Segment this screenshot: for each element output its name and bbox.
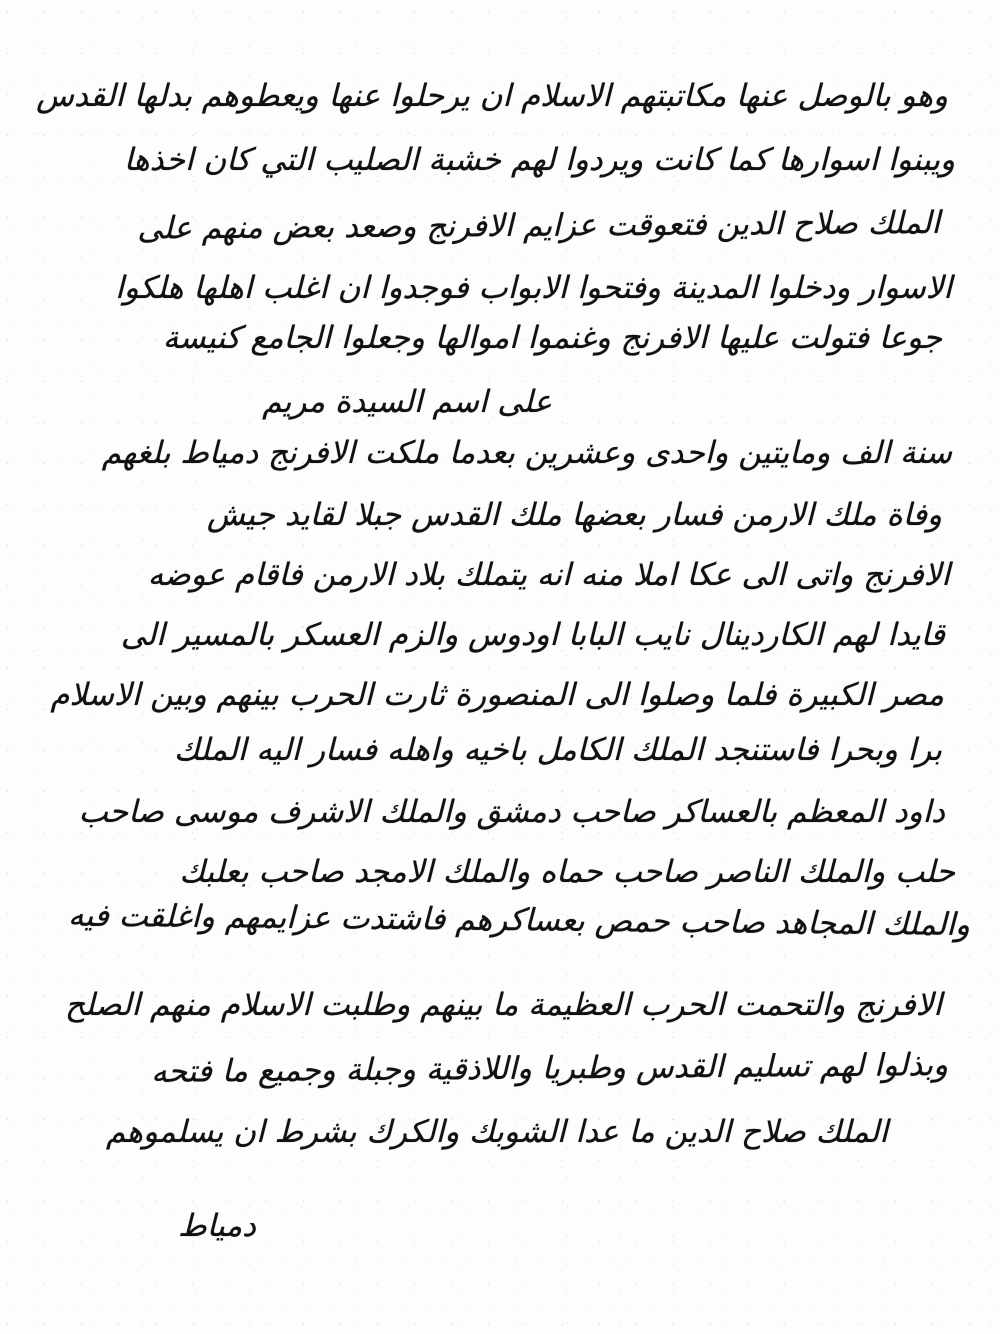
manuscript-line-15: والملك المجاهد صاحب حمص بعساكرهم فاشتدت عزايمهم واغلقت فيه [67, 897, 971, 943]
manuscript-line-2: ويبنوا اسوارها كما كانت ويردوا لهم خشبة الصليب التي كان اخذها [123, 142, 955, 178]
manuscript-line-13: داود المعظم بالعساكر صاحب دمشق والملك الاشرف موسى صاحب [78, 794, 945, 830]
manuscript-line-12: برا وبحرا فاستنجد الملك الكامل باخيه واهله فسار اليه الملك [174, 732, 942, 768]
manuscript-line-3: الملك صلاح الدين فتعوقت عزايم الافرنج وصعد بعض منهم على [137, 205, 941, 247]
manuscript-line-8: وفاة ملك الارمن فسار بعضها ملك القدس جبلا لقايد جيش [206, 497, 942, 533]
manuscript-line-16: الافرنج والتحمت الحرب العظيمة ما بينهم وطلبت الاسلام منهم الصلح [64, 987, 942, 1023]
manuscript-line-17: وبذلوا لهم تسليم القدس وطبريا واللاذقية وجبلة وجميع ما فتحه [151, 1047, 949, 1090]
manuscript-line-7: سنة الف ومايتين واحدى وعشرين بعدما ملكت الافرنج دمياط بلغهم [101, 435, 952, 471]
catchword-footer: دمياط [178, 1208, 256, 1244]
manuscript-line-10: قايدا لهم الكاردينال نايب البابا اودوس والزم العسكر بالمسير الى [120, 617, 945, 653]
manuscript-line-5: جوعا فتولت عليها الافرنج وغنموا اموالها وجعلوا الجامع كنيسة [162, 320, 942, 356]
manuscript-line-18: الملك صلاح الدين ما عدا الشوبك والكرك بشرط ان يسلموهم [105, 1114, 888, 1150]
manuscript-line-9: الافرنج واتى الى عكا املا منه انه يتملك بلاد الارمن فاقام عوضه [147, 557, 950, 593]
manuscript-line-4: الاسوار ودخلوا المدينة وفتحوا الابواب فوجدوا ان اغلب اهلها هلكوا [115, 270, 952, 306]
manuscript-line-1: وهو بالوصل عنها مكاتبتهم الاسلام ان يرحلوا عنها ويعطوهم بدلها القدس [36, 78, 948, 114]
manuscript-line-6: على اسم السيدة مريم [262, 384, 552, 420]
manuscript-line-11: مصر الكبيرة فلما وصلوا الى المنصورة ثارت الحرب بينهم وبين الاسلام [50, 677, 944, 713]
manuscript-line-14: حلب والملك الناصر صاحب حماه والملك الامجد صاحب بعلبك [179, 854, 955, 890]
